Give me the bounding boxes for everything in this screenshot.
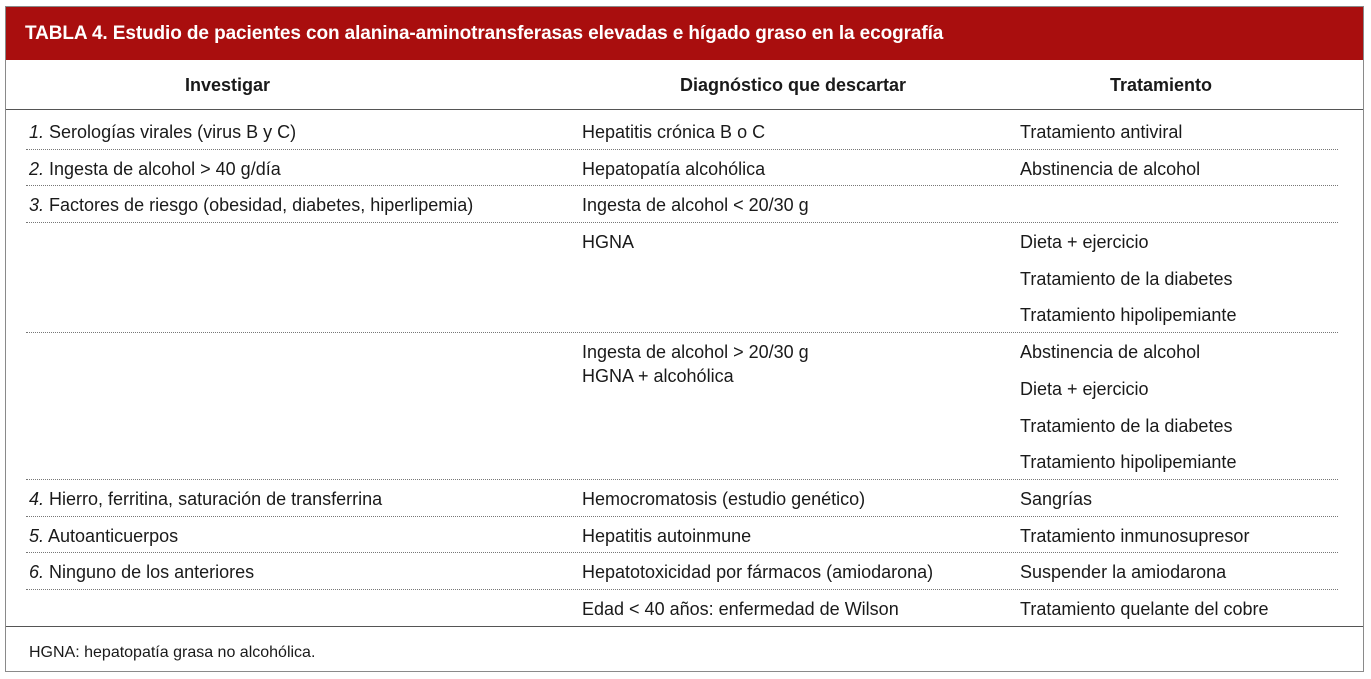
cell-investigar xyxy=(29,157,569,194)
cell-diagnostico xyxy=(582,597,1002,621)
diagnostico-text: Hepatotoxicidad por fármacos (amiodarona) xyxy=(582,562,934,583)
table-row xyxy=(6,193,1363,230)
cell-tratamiento xyxy=(1020,340,1350,487)
tratamiento-text: Tratamiento hipolipemiante xyxy=(1020,305,1237,326)
row-number: 6. xyxy=(29,562,45,583)
row-number: 4. xyxy=(29,489,45,509)
row-number: 3. xyxy=(29,195,45,216)
row-separator xyxy=(26,552,1338,553)
tratamiento-text: Abstinencia de alcohol xyxy=(1020,158,1201,179)
cell-diagnostico xyxy=(582,193,1002,217)
investigar-text: Serologías virales (virus B y C) xyxy=(49,122,297,142)
row-separator xyxy=(26,185,1338,186)
header-investigar: Investigar xyxy=(185,75,271,95)
table-row xyxy=(6,560,1363,597)
diagnostico-text: Hepatopatía alcohólica xyxy=(582,158,766,179)
investigar-text: Ingesta de alcohol > 40 g/día xyxy=(49,158,281,179)
row-separator xyxy=(26,222,1338,223)
investigar-text: Factores de riesgo (obesidad, diabetes, hiperlipemia) xyxy=(49,195,474,216)
tratamiento-text: Tratamiento inmunosupresor xyxy=(1020,525,1250,546)
investigar-text: Hierro, ferritina, saturación de transferrina xyxy=(49,489,383,509)
investigar-text: Ninguno de los anteriores xyxy=(49,562,255,583)
cell-diagnostico xyxy=(582,487,1002,511)
cell-investigar xyxy=(29,340,569,377)
cell-investigar xyxy=(29,597,569,634)
cell-diagnostico xyxy=(582,157,1002,181)
cell-diagnostico xyxy=(582,120,1002,144)
cell-investigar xyxy=(29,487,569,524)
cell-tratamiento xyxy=(1020,230,1350,340)
diagnostico-text: HGNA + alcohólica xyxy=(582,366,734,387)
header-tratamiento: Tratamiento xyxy=(1110,75,1213,95)
diagnostico-text: Ingesta de alcohol < 20/30 g xyxy=(582,195,809,216)
cell-investigar xyxy=(29,560,569,597)
investigar-text: Autoanticuerpos xyxy=(48,525,179,546)
table-title-label: TABLA 4. xyxy=(25,22,108,44)
tratamiento-text: Tratamiento hipolipemiante xyxy=(1020,452,1237,473)
tratamiento-text: Dieta + ejercicio xyxy=(1020,232,1149,253)
cell-diagnostico xyxy=(582,560,1002,584)
row-separator xyxy=(26,332,1338,333)
cell-diagnostico xyxy=(582,230,1002,254)
tratamiento-text: Sangrías xyxy=(1020,489,1093,509)
cell-tratamiento xyxy=(1020,597,1350,634)
tratamiento-text: Tratamiento de la diabetes xyxy=(1020,268,1233,289)
cell-investigar xyxy=(29,524,569,561)
diagnostico-text: Ingesta de alcohol > 20/30 g xyxy=(582,342,809,363)
tratamiento-text: Tratamiento de la diabetes xyxy=(1020,415,1233,436)
table-row xyxy=(6,487,1363,524)
tratamiento-text: Tratamiento quelante del cobre xyxy=(1020,599,1269,620)
cell-investigar xyxy=(29,230,569,267)
tratamiento-text: Suspender la amiodarona xyxy=(1020,562,1227,583)
table-row xyxy=(6,120,1363,157)
tratamiento-text: Abstinencia de alcohol xyxy=(1020,342,1201,363)
tratamiento-text: Dieta + ejercicio xyxy=(1020,378,1149,399)
diagnostico-text: Hepatitis autoinmune xyxy=(582,525,752,546)
cell-tratamiento xyxy=(1020,120,1350,157)
cell-investigar xyxy=(29,120,569,157)
cell-investigar xyxy=(29,193,569,230)
table-title-text: Estudio de pacientes con alanina-aminotransferasas elevadas e hígado graso en la ecografía xyxy=(112,22,944,44)
table-bottom-rule xyxy=(6,626,1363,627)
cell-diagnostico xyxy=(582,524,1002,548)
cell-diagnostico xyxy=(582,340,1002,388)
header-diagnostico: Diagnóstico que descartar xyxy=(680,75,907,95)
tratamiento-text: Tratamiento antiviral xyxy=(1020,122,1183,142)
diagnostico-text: Edad < 40 años: enfermedad de Wilson xyxy=(582,599,899,620)
diagnostico-text: Hepatitis crónica B o C xyxy=(582,122,766,142)
cell-tratamiento xyxy=(1020,487,1350,524)
diagnostico-text: HGNA xyxy=(582,232,635,253)
table-footnote: HGNA: hepatopatía grasa no alcohólica. xyxy=(29,643,316,661)
row-number: 2. xyxy=(29,158,45,179)
table-row xyxy=(6,157,1363,194)
row-separator xyxy=(26,479,1338,480)
cell-tratamiento xyxy=(1020,524,1350,561)
row-separator xyxy=(26,516,1338,517)
cell-tratamiento xyxy=(1020,560,1350,597)
table-row xyxy=(6,524,1363,561)
diagnostico-text: Hemocromatosis (estudio genético) xyxy=(582,489,866,509)
row-separator xyxy=(26,589,1338,590)
table-row xyxy=(6,597,1363,634)
table-title-bar xyxy=(6,7,1363,60)
row-separator xyxy=(26,149,1338,150)
table-row xyxy=(6,340,1363,487)
table-header xyxy=(6,60,1363,110)
cell-tratamiento xyxy=(1020,157,1350,194)
table-frame xyxy=(5,6,1364,672)
row-number: 5. xyxy=(29,525,45,546)
row-number: 1. xyxy=(29,122,45,142)
table-row xyxy=(6,230,1363,340)
